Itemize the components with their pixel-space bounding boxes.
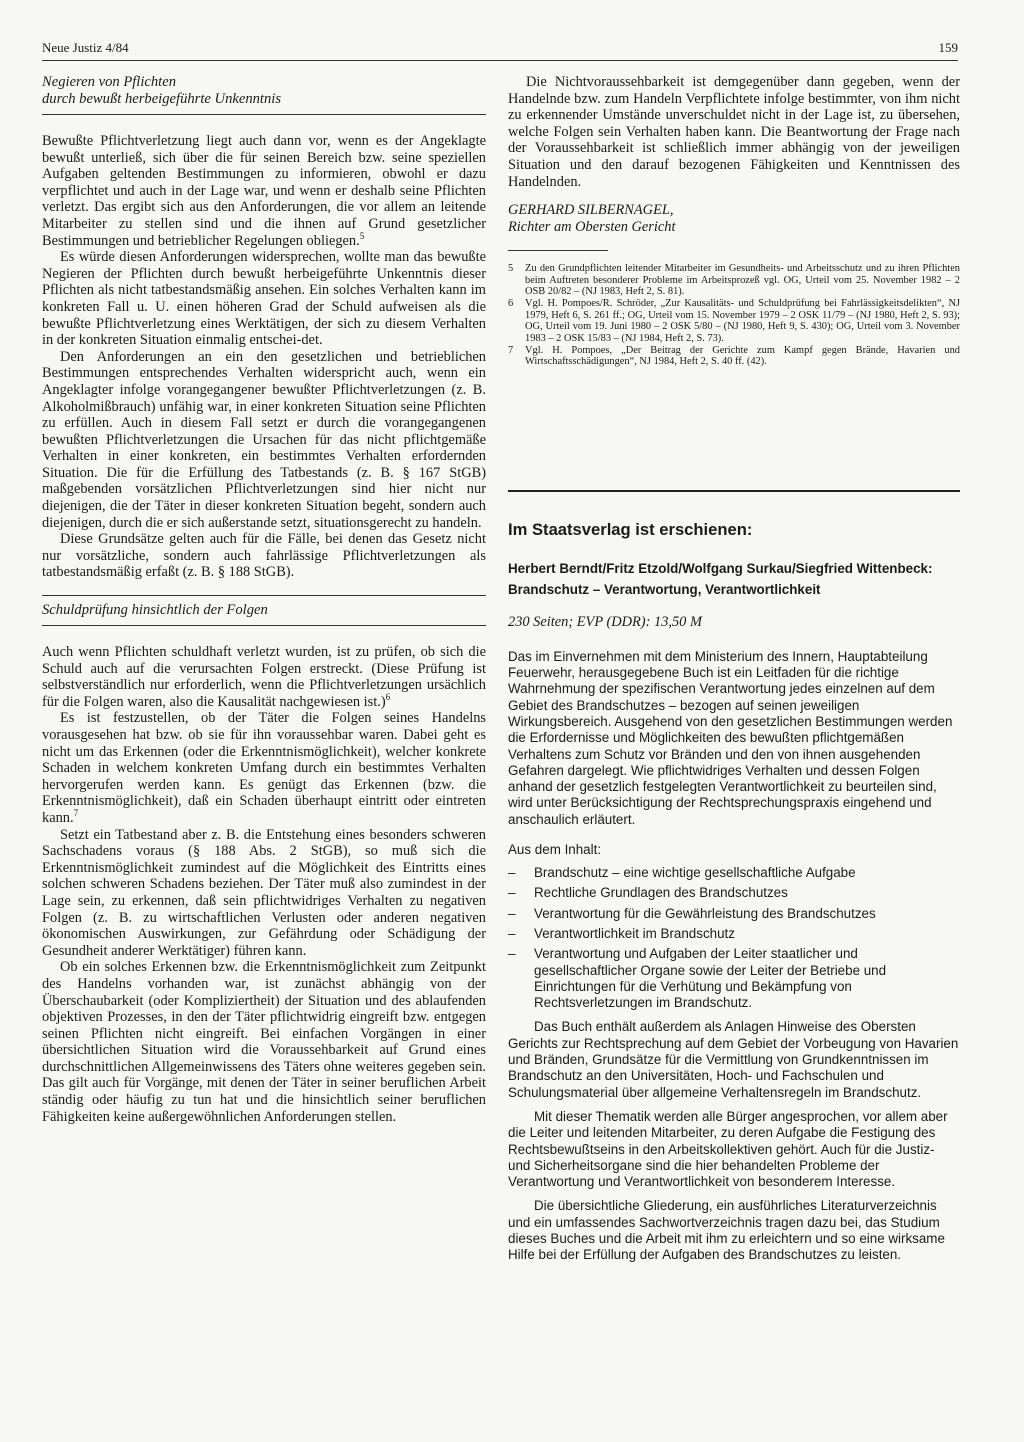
footnote-rule	[508, 250, 608, 251]
footnote-ref: 6	[385, 692, 391, 703]
section-rule	[42, 114, 486, 115]
book-price-info: 230 Seiten; EVP (DDR): 13,50 M	[508, 613, 702, 630]
list-item-text: Rechtliche Grundlagen des Brandschutzes	[534, 885, 788, 901]
book-title: Brandschutz – Verantwortung, Verantwortlichkeit	[508, 581, 821, 597]
paragraph-text: Bewußte Pflichtverletzung liegt auch dann vor, wenn es der Angeklagte bewußt unterließ, sich über die für seinen Bereich bzw. seine speziellen Aufgaben geltenden Bestimmungen zu informieren, obwohl er dazu verpflichtet und auch in der Lage war, und wenn er deshalb seine Pflichten verletzt. Das ergibt sich aus den Anforderungen, die vor allem an leitende Mitarbeiter zu stellen sind und die ihnen auf Grund gesetzlicher Bestimmungen und betrieblicher Regelungen obliegen.	[42, 133, 486, 249]
paragraph	[42, 710, 486, 826]
list-item	[508, 906, 960, 922]
footnote-text: Vgl. H. Pompoes, „Der Beitrag der Gerichte zum Kampf gegen Brände, Havarien und Wirtschaftsschädigungen“, NJ 1984, Heft 2, S. 40 ff. (42).	[525, 345, 960, 368]
footnote-ref: 7	[73, 808, 79, 819]
book-advertisement	[508, 520, 960, 1264]
paragraph: Es würde diesen Anforderungen widersprechen, wollte man das bewußte Negieren der Pflichten durch bewußt herbeigeführte Unkenntnis dieser Pflichten als nicht tatbestandsmäßig ansehen. Ein solches Verhalten kann im konkreten Fall u. U. einen höheren Grad der Schuld aufweisen als die bewußte Pflichtverletzung eines Werktätigen, der sich zu diesem Verhalten in der konkreten Situation einmalig entschei-det.	[42, 249, 486, 349]
ad-heading: Im Staatsverlag ist erschienen:	[508, 519, 753, 539]
list-item	[508, 946, 960, 1011]
paragraph	[42, 133, 486, 249]
footnote-ref: 5	[359, 230, 365, 241]
contents-label: Aus dem Inhalt:	[508, 842, 602, 858]
paragraph: Die Nichtvoraussehbarkeit ist demgegenüber dann gegeben, wenn der Handelnde bzw. zum Handeln Verpflichtete infolge bestimmter, von ihm nicht zu erkennender Umstände unverschuldet nicht in der Lage ist, zu übersehen, welche Folgen sein Verhalten haben kann. Die Beantwortung der Frage nach der Voraussehbarkeit ist schließlich immer abhängig von der jeweiligen Situation und den darauf bezogenen Fähigkeiten und Kenntnissen des Handelnden.	[508, 74, 960, 190]
section-rule	[42, 595, 486, 596]
footnote-number: 7	[508, 345, 514, 356]
list-item-text: Brandschutz – eine wichtige gesellschaftliche Aufgabe	[534, 865, 856, 881]
footnote-number: 5	[508, 263, 514, 275]
paragraph: Den Anforderungen an ein den gesetzlichen und betrieblichen Bestimmungen entsprechendes Verhalten widerspricht auch, wenn ein Angeklagter infolge vorangegangener bewußter Pflichtverletzungen (z. B. Alkoholmißbrauch) unfähig war, in einer konkreten Situation seine Pflichten zu erfüllen. Auch in diesem Fall setzt er durch die vorangegangenen bewußten Pflichtverletzungen die Ursachen für das nicht pflichtgemäße Verhalten in einer konkreten, ein bestimmtes Verhalten erfordernden Situation. Die für die Erfüllung des Tatbestands (z. B. § 167 StGB) maßgebenden vorsätzlichen Pflichtverletzungen sind hier nicht nur diejenigen, die der Täter in dieser konkreten Situation begeht, sondern auch diejenigen, durch die er sich außerstande setzt, situationsgerecht zu handeln.	[42, 348, 486, 531]
header-rule	[42, 60, 958, 61]
journal-header: Neue Justiz 4/84	[42, 40, 129, 55]
ad-paragraph: Die übersichtliche Gliederung, ein ausführliches Literaturverzeichnis und ein umfassendes Sachwortverzeichnis tragen dazu bei, das Studium dieses Buches und die Arbeit mit ihm zu erleichtern und so eine wirksame Hilfe bei der Erfüllung der Aufgaben des Brandschutzes zu leisten.	[508, 1198, 945, 1263]
section-title-schuldpruefung: Schuldprüfung hinsichtlich der Folgen	[42, 602, 268, 619]
left-column	[42, 74, 486, 1125]
footnote-text: Zu den Grundpflichten leitender Mitarbeiter im Gesundheits- und Arbeitsschutz und zu ihren Pflichten beim Auftreten besonderer Probleme im Arbeitsprozeß vgl. OG, Urteil vom 25. November 1982 – 2 OSB 20/82 – (NJ 1983, Heft 2, S. 81).	[525, 263, 960, 297]
author-title: Richter am Obersten Gericht	[508, 219, 676, 236]
list-item-text: Verantwortlichkeit im Brandschutz	[534, 925, 735, 941]
footnote-text: Vgl. H. Pompoes/R. Schröder, „Zur Kausalitäts- und Schuldprüfung bei Fahrlässigkeitsdelikten“, NJ 1979, Heft 6, S. 261 ff.; OG, Urteil vom 15. November 1979 – 2 OSK 11/79 – (NJ 1980, Heft 2, S. 93); OG, Urteil vom 19. Juni 1980 – 2 OSK 5/80 – (NJ 1980, Heft 9, S. 430); OG, Urteil vom 3. November 1983 – 2 OSK 15/83 – (NJ 1984, Heft 2, S. 73).	[525, 298, 960, 344]
section-title-line-2: durch bewußt herbeigeführte Unkenntnis	[42, 91, 281, 107]
ad-paragraph: Das im Einvernehmen mit dem Ministerium des Innern, Hauptabteilung Feuerwehr, herausgegebene Buch ist ein Leitfaden für die richtige Wahrnehmung der spezifischen Verantwortung jedes einzelnen auf dem Gebiet des Brandschutzes – bezogen auf seinen jeweiligen Wirkungsbereich. Ausgehend von den gesetzlichen Bestimmungen werden die Erfordernisse und Möglichkeiten des bewußten pflichtgemäßen Verhaltens zum Schutz vor Bränden und den von ihnen ausgehenden Gefahren dargelegt. Wie pflichtwidriges Verhalten und dessen Folgen anhand der gesetzlich festgelegten Verantwortlichkeit zu beurteilen sind, wird unter Berücksichtigung der Rechtsprechungspraxis eingehend und anschaulich erläutert.	[508, 648, 953, 827]
list-item	[508, 865, 960, 881]
paragraph: Setzt ein Tatbestand aber z. B. die Entstehung eines besonders schweren Sachschadens voraus (§ 188 Abs. 2 StGB), so muß sich die Erkenntnismöglichkeit zumindest auf die Möglichkeit des Eintritts eines solchen schweren Schadens beziehen. Der Täter muß also zumindest in der Lage sein, zu erkennen, daß sein pflichtwidriges Verhalten zu negativen Folgen (z. B. zu wirtschaftlichen Verlusten oder anderen negativen ökonomischen Auswirkungen, zur Gefährdung oder Schädigung der Gesundheit anderer Werktätiger) führen kann.	[42, 826, 486, 959]
list-item	[508, 885, 960, 901]
ad-paragraph: Mit dieser Thematik werden alle Bürger angesprochen, vor allem aber die Leiter und leitenden Mitarbeiter, zu deren Aufgabe die Festigung des Rechtsbewußtseins in den Arbeitskollektiven gehört. Auch für die Justiz- und Sicherheitsorgane sind die hier behandelten Probleme der Verantwortung und Verantwortlichkeit von besonderem Interesse.	[508, 1108, 948, 1190]
list-dash: –	[508, 885, 516, 901]
author-signature	[508, 202, 960, 236]
paragraph-text: Es ist festzustellen, ob der Täter die Folgen seines Handelns vorausgesehen hat bzw. ob sie für ihn voraussehbar waren. Dabei geht es nicht um das Erkennen (oder die Erkenntnismöglichkeit), welcher konkrete Schaden in welchem konkreten Umfang durch ein bestimmtes Verhalten hervorgerufen werden kann. Es genügt das Erkennen (bzw. die Erkenntnismöglichkeit), daß ein Schaden überhaupt eintritt oder eintreten kann.	[42, 710, 486, 826]
footnote	[508, 345, 960, 368]
author-name: GERHARD SILBERNAGEL,	[508, 202, 674, 219]
footnote-number: 6	[508, 298, 514, 310]
section-title-negieren	[42, 74, 486, 108]
paragraph-text: Auch wenn Pflichten schuldhaft verletzt wurden, ist zu prüfen, ob sich die Schuld auch auf die verursachten Folgen erstreckt. (Diese Prüfung ist selbstverständlich nur erforderlich, wenn die Pflichtverletzungen ursächlich für die Folgen waren, also die Kausalität nachgewiesen ist.)	[42, 644, 486, 710]
list-dash: –	[508, 905, 516, 921]
paragraph: Diese Grundsätze gelten auch für die Fälle, bei denen das Gesetz nicht nur vorsätzliche, sondern auch fahrlässige Pflichtverletzungen als tatbestandsmäßig erfaßt (z. B. § 188 StGB).	[42, 531, 486, 581]
contents-list	[508, 865, 960, 1011]
page-number: 159	[938, 40, 958, 55]
section-rule	[42, 625, 486, 626]
list-dash: –	[508, 925, 516, 941]
footnote	[508, 263, 960, 297]
right-column	[508, 74, 960, 1264]
list-item	[508, 926, 960, 942]
section-title-line-1: Negieren von Pflichten	[42, 74, 177, 90]
list-item-text: Verantwortung und Aufgaben der Leiter staatlicher und gesellschaftlicher Organe sowie der Leiter der Betriebe und Einrichtungen für die Verhütung und Bekämpfung von Rechtsverletzungen im Brandschutz.	[534, 946, 887, 1011]
footnotes	[508, 263, 960, 368]
advertisement-rule	[508, 490, 960, 492]
paragraph: Ob ein solches Erkennen bzw. die Erkenntnismöglichkeit zum Zeitpunkt des Handelns vorhanden war, ist zunächst abhängig von der Überschaubarkeit (oder Kompliziertheit) der Situation und des ablaufenden objektiven Prozesses, in den der Täter pflichtwidrig eingreift bzw. entgegen seinen Pflichten nicht eingreift. Bei einfachen Vorgängen in einer übersichtlichen Situation wird die Voraussehbarkeit auf Grund eines durchschnittlichen Allgemeinwissens des Täters ohne weiteres gegeben sein. Das gilt auch für Vorgänge, mit denen der Täter in seiner beruflichen Arbeit ständig oder häufig zu tun hat und die hinsichtlich seiner beruflichen Fähigkeiten keine außergewöhnlichen Anforderungen stellen.	[42, 959, 486, 1125]
ad-paragraph: Das Buch enthält außerdem als Anlagen Hinweise des Obersten Gerichts zur Rechtsprechung auf dem Gebiet der Vorbeugung von Havarien und Bränden, Grundsätze für die Vermittlung von Grundkenntnissen im Brandschutz an den Universitäten, Hoch- und Fachschulen und Schulungsmaterial über allgemeine Verhaltensregeln im Brandschutz.	[508, 1019, 959, 1100]
paragraph	[42, 644, 486, 710]
list-dash: –	[508, 946, 516, 962]
list-item-text: Verantwortung für die Gewährleistung des Brandschutzes	[534, 905, 876, 921]
list-dash: –	[508, 865, 516, 881]
footnote	[508, 298, 960, 344]
book-authors: Herbert Berndt/Fritz Etzold/Wolfgang Surkau/Siegfried Wittenbeck:	[508, 560, 933, 576]
